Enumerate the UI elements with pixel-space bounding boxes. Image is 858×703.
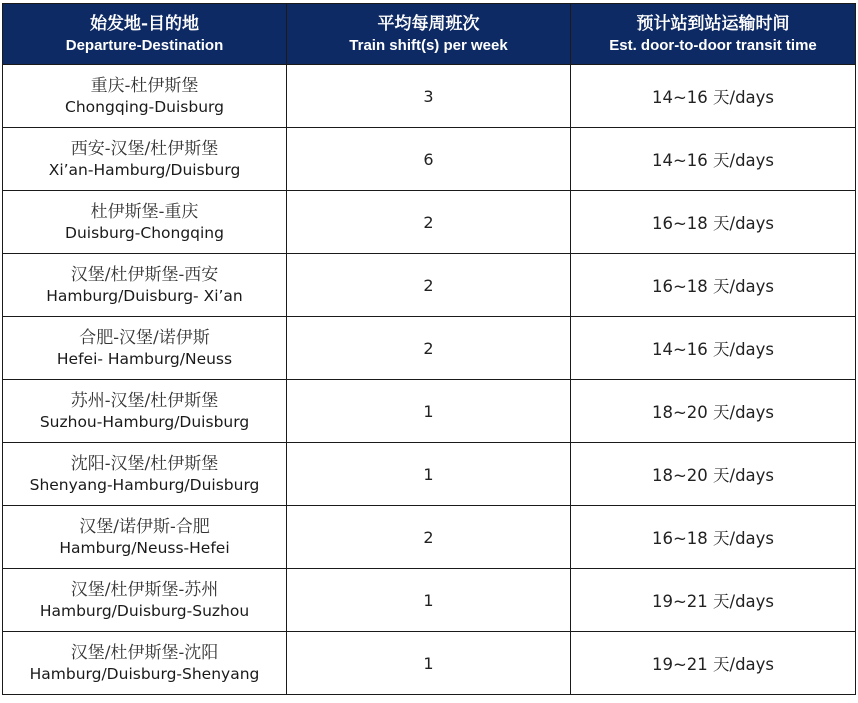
route-cn: 汉堡/杜伊斯堡-西安 [70,264,219,285]
frequency-cell: 1 [287,380,571,443]
route-cell [3,128,287,191]
route-en: Chongqing-Duisburg [65,97,224,116]
transit-time-cell: 19~21 天/days [571,569,856,632]
route-en: Suzhou-Hamburg/Duisburg [39,412,250,431]
route-en: Hamburg/Duisburg-Suzhou [39,601,250,620]
route-en: Hamburg/Duisburg- Xi’an [46,286,243,305]
transit-time-cell: 19~21 天/days [571,632,856,695]
header-frequency-en: Train shift(s) per week [349,36,508,54]
frequency-cell: 2 [287,317,571,380]
table-row [3,443,856,506]
header-frequency-cn: 平均每周班次 [377,13,480,34]
route-cell [3,506,287,569]
header-transit-time-cn: 预计站到站运输时间 [636,13,790,34]
route-en: Duisburg-Chongqing [65,223,224,242]
route-cell [3,191,287,254]
frequency-cell: 2 [287,254,571,317]
transit-time-cell: 14~16 天/days [571,128,856,191]
transit-time-cell: 16~18 天/days [571,191,856,254]
transit-time-cell: 16~18 天/days [571,506,856,569]
header-transit-time-en: Est. door-to-door transit time [609,36,817,54]
frequency-cell: 1 [287,632,571,695]
table-header-row [3,4,856,65]
table-row [3,506,856,569]
table-row [3,632,856,695]
route-cell [3,254,287,317]
route-cell [3,317,287,380]
table-row [3,65,856,128]
route-cell [3,569,287,632]
route-cn: 苏州-汉堡/杜伊斯堡 [70,390,219,411]
header-transit-time [571,4,856,65]
route-cell [3,632,287,695]
frequency-cell: 1 [287,569,571,632]
frequency-cell: 2 [287,191,571,254]
route-cell [3,443,287,506]
route-cn: 合肥-汉堡/诺伊斯 [79,327,210,348]
transit-time-cell: 18~20 天/days [571,380,856,443]
table-row [3,317,856,380]
route-cell [3,380,287,443]
frequency-cell: 1 [287,443,571,506]
table-row [3,569,856,632]
route-cn: 杜伊斯堡-重庆 [90,201,199,222]
route-cn: 沈阳-汉堡/杜伊斯堡 [70,453,219,474]
header-route [3,4,287,65]
route-en: Hamburg/Duisburg-Shenyang [29,664,260,683]
route-cn: 西安-汉堡/杜伊斯堡 [70,138,219,159]
table-row [3,254,856,317]
route-cell [3,65,287,128]
rail-schedule-table [2,3,856,695]
table-row [3,191,856,254]
transit-time-cell: 16~18 天/days [571,254,856,317]
header-route-en: Departure-Destination [65,36,224,54]
transit-time-cell: 18~20 天/days [571,443,856,506]
frequency-cell: 6 [287,128,571,191]
route-cn: 汉堡/杜伊斯堡-苏州 [70,579,219,600]
header-frequency [287,4,571,65]
route-en: Hamburg/Neuss-Hefei [59,538,230,557]
table-row [3,128,856,191]
frequency-cell: 2 [287,506,571,569]
route-cn: 重庆-杜伊斯堡 [90,75,199,96]
transit-time-cell: 14~16 天/days [571,317,856,380]
transit-time-cell: 14~16 天/days [571,65,856,128]
route-en: Shenyang-Hamburg/Duisburg [29,475,260,494]
header-route-cn: 始发地-目的地 [89,13,200,34]
route-cn: 汉堡/杜伊斯堡-沈阳 [70,642,219,663]
route-cn: 汉堡/诺伊斯-合肥 [79,516,210,537]
table-row [3,380,856,443]
route-en: Hefei- Hamburg/Neuss [56,349,233,368]
route-en: Xi’an-Hamburg/Duisburg [48,160,241,179]
frequency-cell: 3 [287,65,571,128]
